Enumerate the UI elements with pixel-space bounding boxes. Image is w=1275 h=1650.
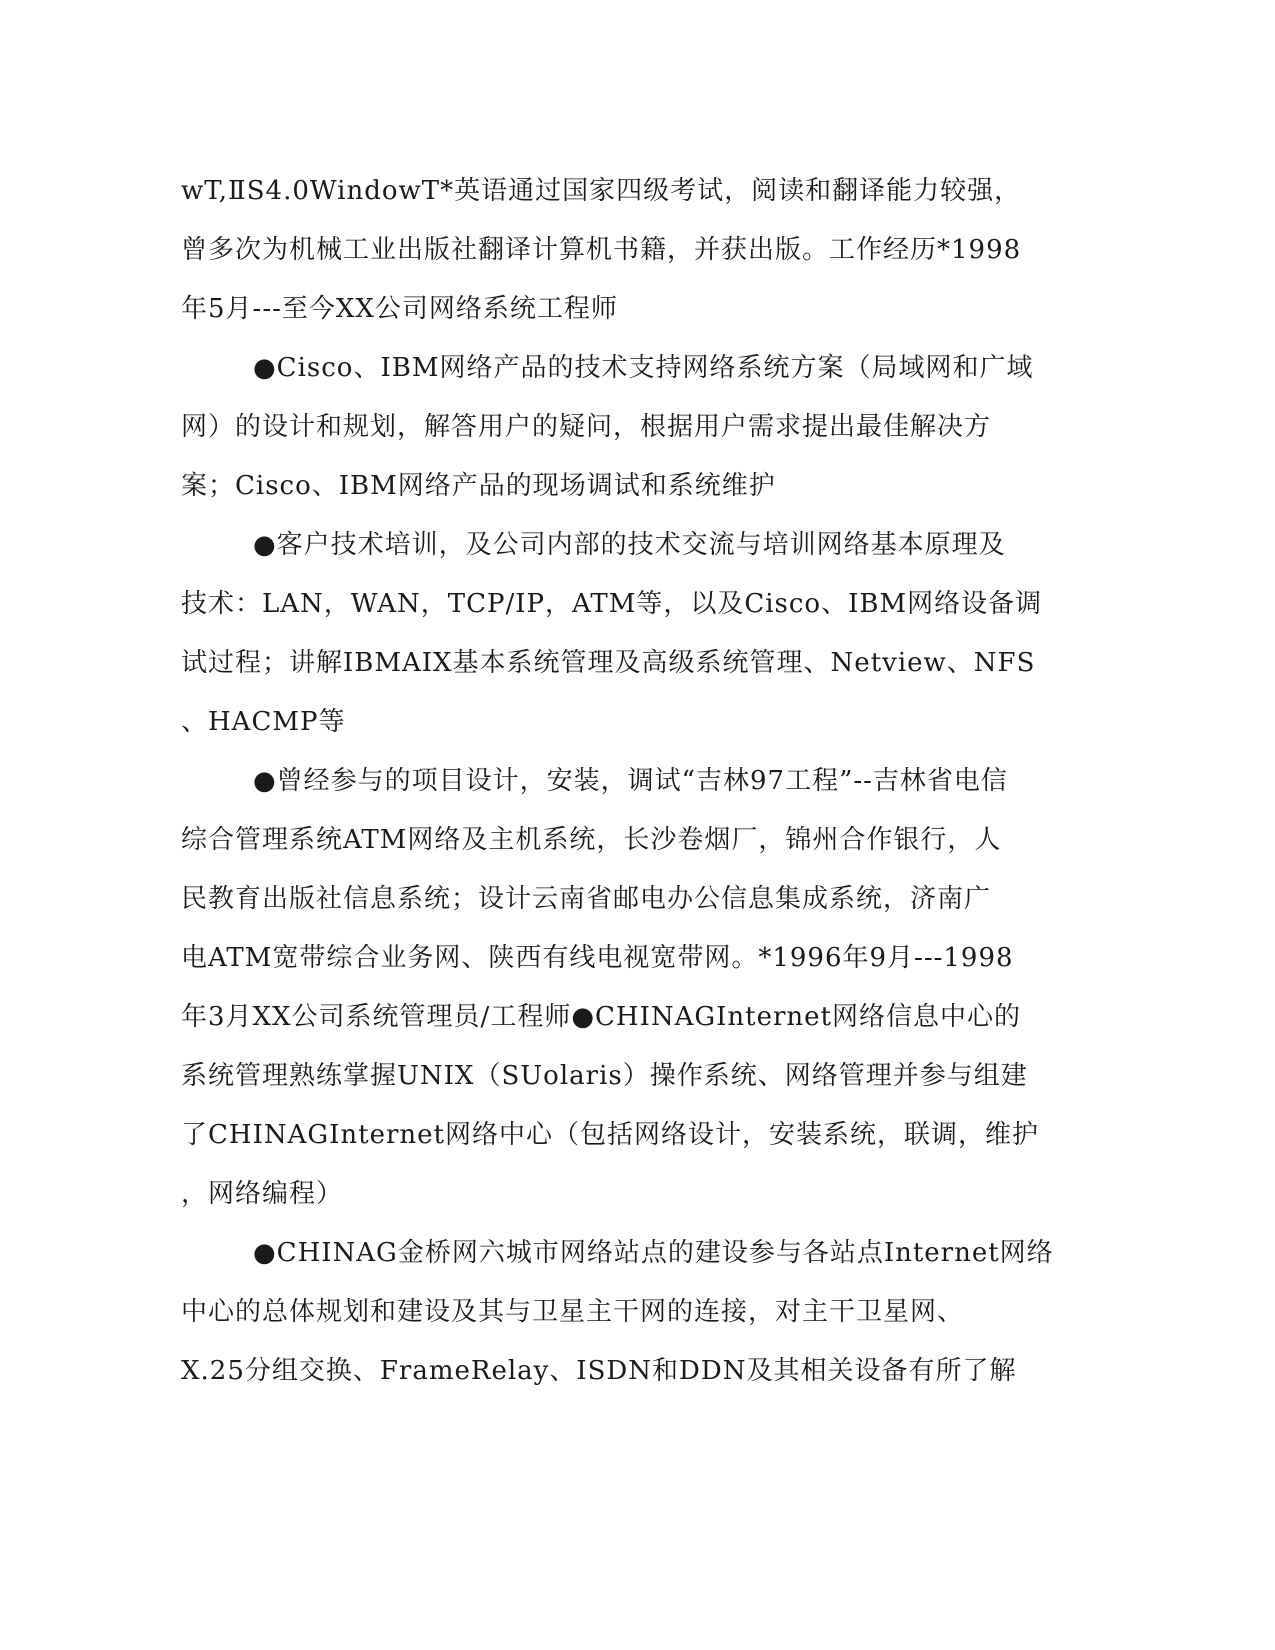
text-line: ●曾经参与的项目设计，安装，调试“吉林97工程”--吉林省电信	[253, 766, 1008, 796]
text-line: wT,ⅡS4.0WindowT*英语通过国家四级考试，阅读和翻译能力较强，	[181, 176, 1022, 206]
text-line: 系统管理熟练掌握UNIX（SUolaris）操作系统、网络管理并参与组建	[181, 1061, 1028, 1091]
text-line: 案；Cisco、IBM网络产品的现场调试和系统维护	[181, 471, 776, 501]
text-line: ●CHINAG金桥网六城市网络站点的建设参与各站点Internet网络	[253, 1238, 1054, 1268]
text-line: 中心的总体规划和建设及其与卫星主干网的连接，对主干卫星网、	[181, 1297, 965, 1327]
text-line: 综合管理系统ATM网络及主机系统，长沙卷烟厂，锦州合作银行，人	[181, 825, 1002, 855]
text-line: X.25分组交换、FrameRelay、ISDN和DDN及其相关设备有所了解	[181, 1356, 1017, 1386]
text-line: 、HACMP等	[181, 707, 346, 737]
text-line: 了CHINAGInternet网络中心（包括网络设计，安装系统，联调，维护	[181, 1120, 1039, 1150]
text-line: ，网络编程）	[181, 1179, 344, 1209]
text-line: 技术：LAN，WAN，TCP/IP，ATM等，以及Cisco、IBM网络设备调	[181, 589, 1043, 619]
text-line: 电ATM宽带综合业务网、陕西有线电视宽带网。*1996年9月---1998	[181, 943, 1014, 973]
paragraph-customer-training	[181, 516, 1041, 752]
text-line: 网）的设计和规划，解答用户的疑问，根据用户需求提出最佳解决方	[181, 412, 992, 442]
paragraph-cisco-ibm-support	[181, 339, 1041, 516]
text-line: ●客户技术培训，及公司内部的技术交流与培训网络基本原理及	[253, 530, 1006, 560]
paragraph-skills-and-experience-intro	[181, 162, 1041, 339]
text-line: 年5月---至今XX公司网络系统工程师	[181, 294, 618, 324]
paragraph-project-experience	[181, 752, 1041, 1224]
text-line: 年3月XX公司系统管理员/工程师●CHINAGInternet网络信息中心的	[181, 1002, 1022, 1032]
text-line: 试过程；讲解IBMAIX基本系统管理及高级系统管理、Netview、NFS	[181, 648, 1036, 678]
document-body	[181, 162, 1054, 1401]
text-line: ●Cisco、IBM网络产品的技术支持网络系统方案（局域网和广域	[253, 353, 1034, 383]
text-line: 曾多次为机械工业出版社翻译计算机书籍，并获出版。工作经历*1998	[181, 235, 1022, 265]
paragraph-chinag-network-sites	[181, 1224, 1054, 1401]
text-line: 民教育出版社信息系统；设计云南省邮电办公信息集成系统，济南广	[181, 884, 992, 914]
